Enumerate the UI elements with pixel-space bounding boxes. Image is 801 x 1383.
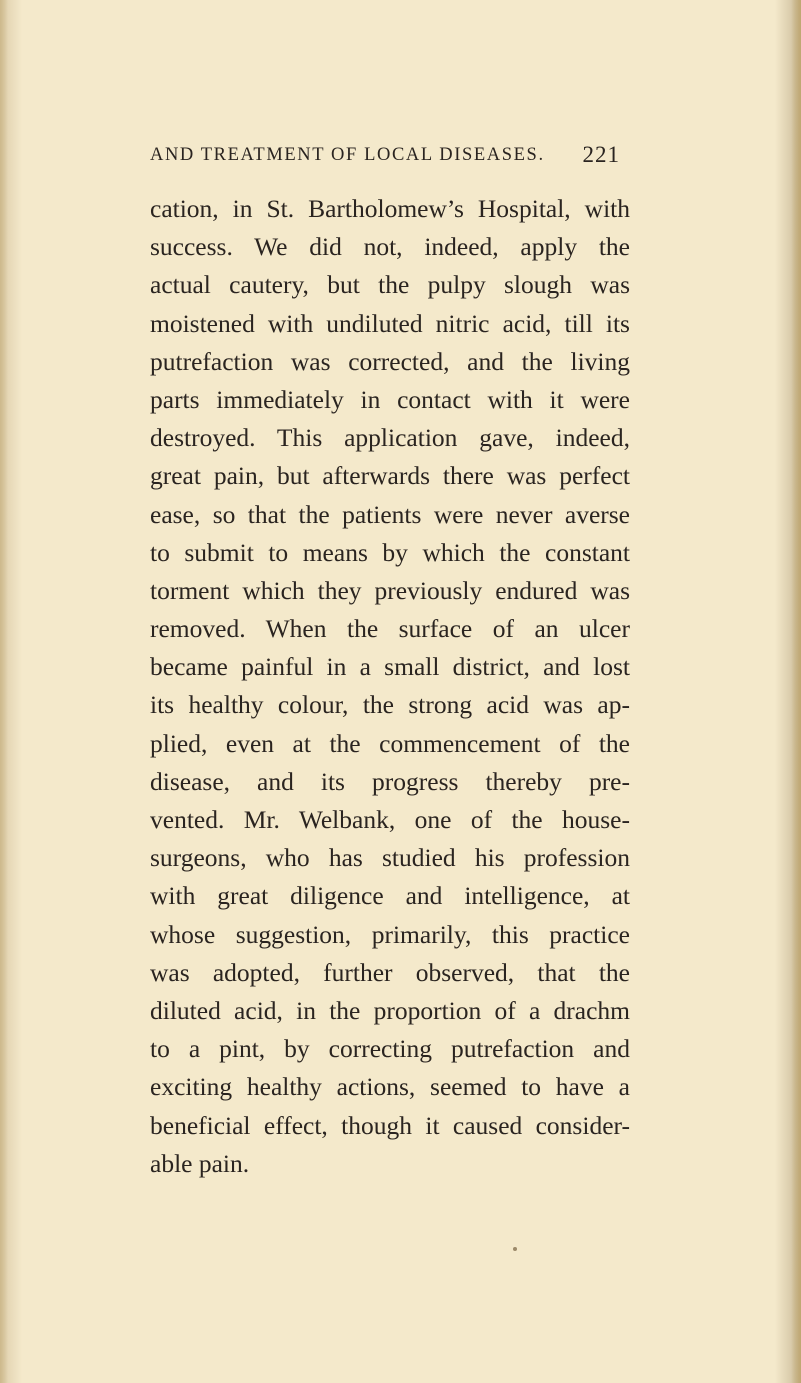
running-head-title: AND TREATMENT OF LOCAL DISEASES. (150, 145, 545, 165)
page-left-edge (0, 0, 8, 1383)
paper-speck (513, 1247, 517, 1251)
text-line: diluted acid, in the proportion of a drachm (150, 995, 630, 1025)
text-line: with great diligence and intelligence, at (150, 881, 630, 911)
text-line: to submit to means by which the constant (150, 537, 630, 567)
text-line: beneficial effect, though it caused consider- (150, 1110, 630, 1140)
text-line: surgeons, who has studied his profession (150, 843, 630, 873)
body-text (150, 190, 630, 1183)
text-line: ease, so that the patients were never averse (150, 499, 630, 529)
text-line: success. We did not, indeed, apply the (150, 232, 630, 262)
text-line: destroyed. This application gave, indeed, (150, 423, 630, 453)
running-head (150, 142, 620, 175)
text-line: moistened with undiluted nitric acid, till its (150, 308, 630, 338)
text-line: putrefaction was corrected, and the living (150, 346, 630, 376)
text-line: actual cautery, but the pulpy slough was (150, 270, 630, 300)
text-line: removed. When the surface of an ulcer (150, 614, 630, 644)
text-line: cation, in St. Bartholomew’s Hospital, with (150, 194, 630, 223)
text-line: parts immediately in contact with it were (150, 384, 630, 414)
text-line: disease, and its progress thereby pre- (150, 766, 630, 796)
page-right-edge (791, 0, 801, 1383)
text-line: great pain, but afterwards there was perfect (150, 461, 630, 491)
text-line: its healthy colour, the strong acid was ap- (150, 690, 630, 720)
text-line: exciting healthy actions, seemed to have a (150, 1072, 630, 1102)
text-line: was adopted, further observed, that the (150, 957, 630, 987)
text-line-last: able pain. (150, 1148, 250, 1178)
text-line: torment which they previously endured was (150, 575, 630, 605)
text-line: whose suggestion, primarily, this practice (150, 919, 630, 949)
text-line: to a pint, by correcting putrefaction and (150, 1034, 630, 1064)
text-line: became painful in a small district, and lost (150, 652, 630, 682)
text-line: vented. Mr. Welbank, one of the house- (150, 805, 630, 834)
page-number: 221 (582, 142, 620, 167)
text-line: plied, even at the commencement of the (150, 728, 630, 758)
